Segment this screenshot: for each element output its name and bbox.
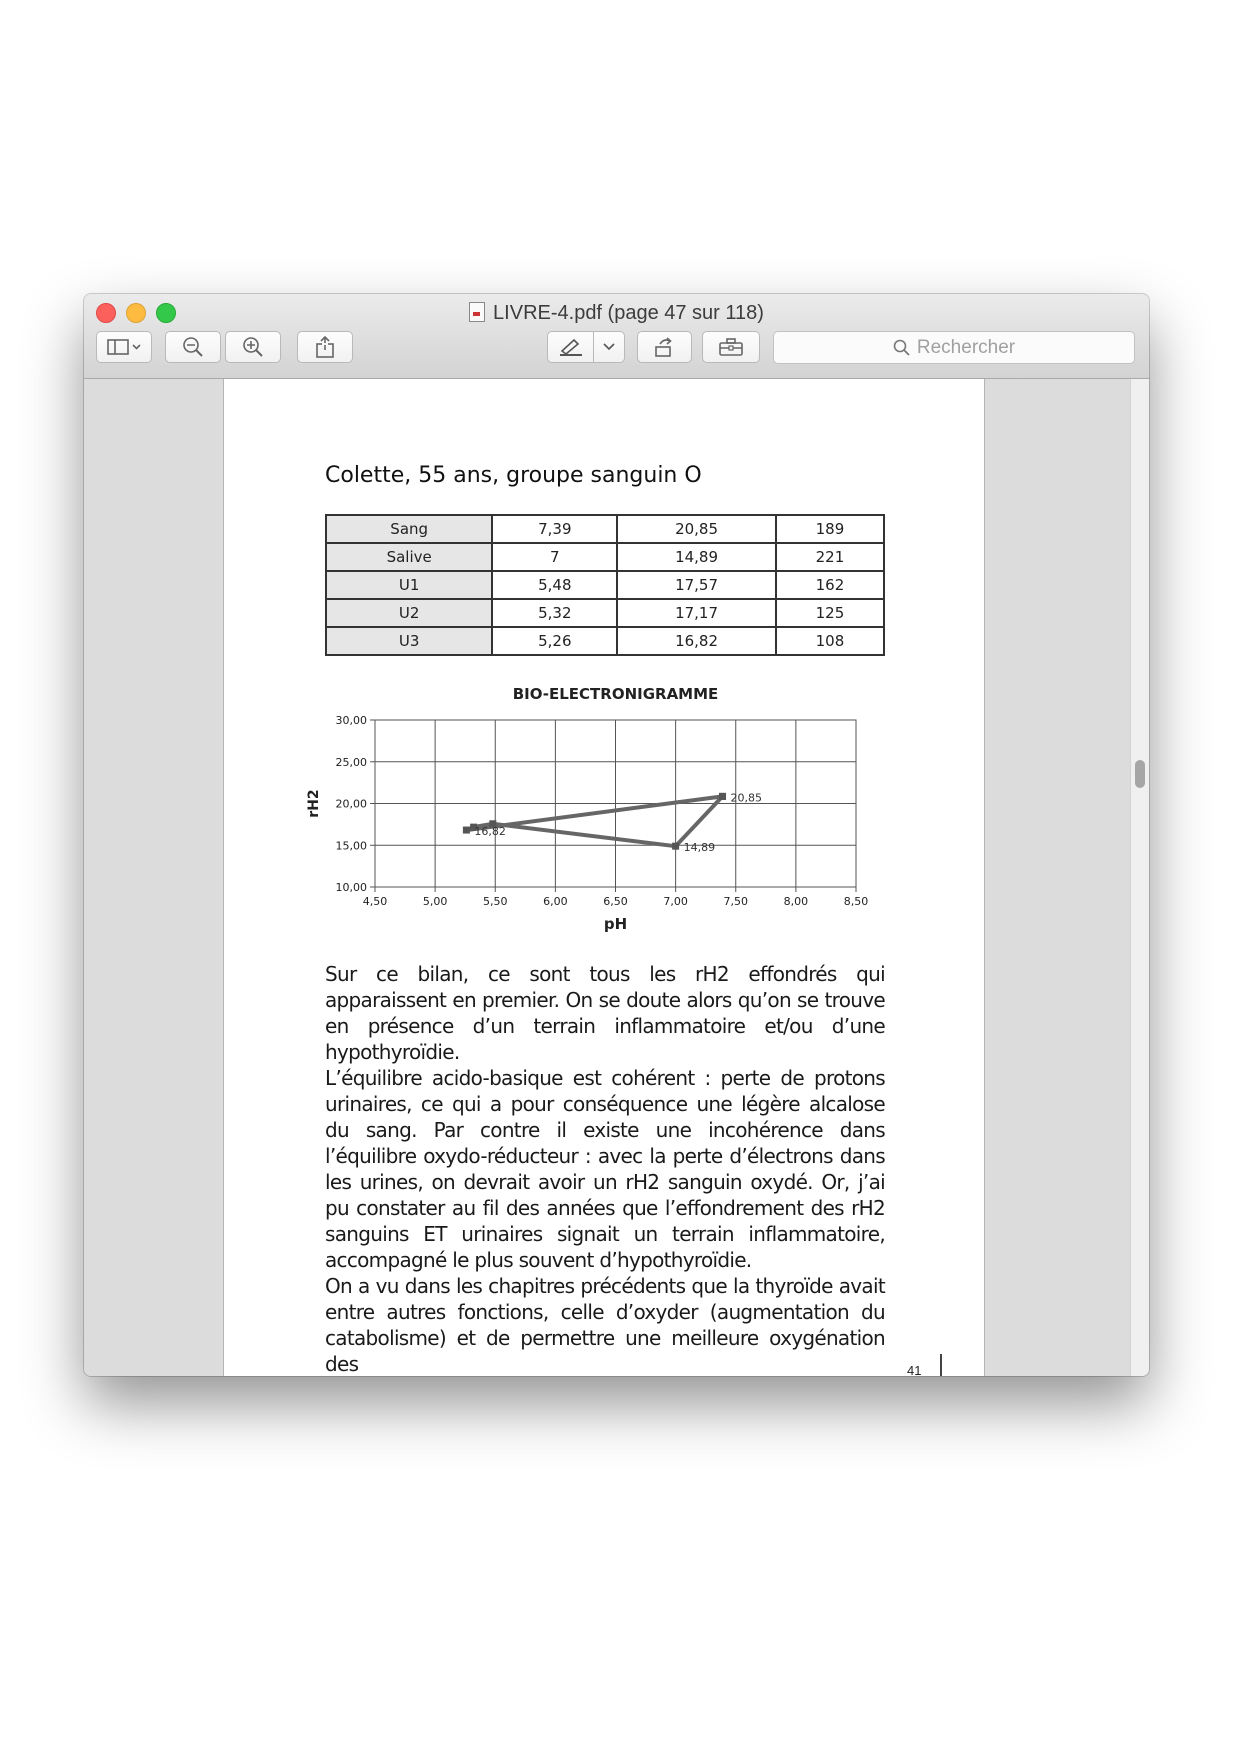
markup-menu-button[interactable] bbox=[593, 331, 625, 363]
markup-button[interactable] bbox=[547, 331, 594, 363]
data-point bbox=[672, 843, 679, 850]
x-tick-label: 7,50 bbox=[723, 895, 748, 908]
y-tick-label: 15,00 bbox=[335, 839, 367, 853]
y-tick-label: 30,00 bbox=[335, 714, 367, 727]
y-tick-label: 25,00 bbox=[335, 755, 367, 769]
window-title-text: LIVRE-4.pdf (page 47 sur 118) bbox=[493, 302, 764, 324]
page-margin-mark bbox=[940, 1354, 942, 1376]
table-cell: 17,57 bbox=[617, 571, 776, 599]
share-icon bbox=[315, 335, 335, 359]
toolbox-button[interactable] bbox=[702, 331, 760, 363]
preview-window bbox=[84, 294, 1149, 1376]
rotate-icon bbox=[653, 336, 677, 358]
x-tick-label: 8,00 bbox=[783, 895, 809, 908]
rotate-button[interactable] bbox=[637, 331, 692, 363]
x-tick-label: 6,50 bbox=[603, 895, 628, 908]
table-row bbox=[326, 627, 884, 655]
zoom-out-button[interactable] bbox=[165, 331, 221, 363]
zoom-in-icon bbox=[242, 336, 264, 358]
bio-electronigramme-chart bbox=[304, 664, 924, 949]
x-tick-label: 4,50 bbox=[362, 895, 388, 908]
x-tick-label: 6,00 bbox=[543, 895, 568, 908]
table-cell: 16,82 bbox=[617, 627, 776, 655]
table-row-label: U1 bbox=[326, 571, 492, 599]
x-tick-label: 8,50 bbox=[843, 895, 869, 908]
table-row bbox=[326, 571, 884, 599]
table-cell: 162 bbox=[776, 571, 884, 599]
table-cell: 189 bbox=[776, 515, 884, 543]
table-cell: 7,39 bbox=[492, 515, 617, 543]
y-tick-label: 10,00 bbox=[335, 881, 367, 894]
sidebar-icon bbox=[107, 339, 141, 355]
search-placeholder: Rechercher bbox=[916, 336, 1016, 358]
zoom-in-button[interactable] bbox=[225, 331, 281, 363]
table-row bbox=[326, 515, 884, 543]
table-cell: 5,26 bbox=[492, 627, 617, 655]
table-cell: 14,89 bbox=[617, 543, 776, 571]
table-row-label: Sang bbox=[326, 515, 492, 543]
paragraph-3: On a vu dans les chapitres précédents que la thyroïde avait entre autres fonctions, celle d’oxyder (augmentation du catabolisme) et de permettre une meilleure oxygénation des bbox=[325, 1274, 885, 1376]
window-title bbox=[84, 302, 1149, 325]
vertical-scrollbar[interactable] bbox=[1130, 379, 1149, 1376]
table-row bbox=[326, 599, 884, 627]
document-view[interactable] bbox=[84, 379, 1149, 1376]
table-cell: 108 bbox=[776, 627, 884, 655]
chevron-down-icon bbox=[603, 343, 615, 351]
y-tick-label: 20,00 bbox=[335, 797, 367, 811]
toolbox-icon bbox=[718, 337, 744, 357]
table-cell: 20,85 bbox=[617, 515, 776, 543]
x-tick-label: 5,50 bbox=[483, 895, 508, 908]
pdf-page bbox=[223, 379, 985, 1376]
share-button[interactable] bbox=[297, 331, 353, 363]
table-row bbox=[326, 543, 884, 571]
data-table bbox=[325, 514, 885, 656]
table-cell: 5,32 bbox=[492, 599, 617, 627]
zoom-out-icon bbox=[182, 336, 204, 358]
table-cell: 7 bbox=[492, 543, 617, 571]
data-point bbox=[463, 827, 470, 834]
scrollbar-thumb[interactable] bbox=[1135, 760, 1145, 788]
y-axis-label: rH2 bbox=[306, 789, 322, 818]
page-number: 41 bbox=[907, 1363, 922, 1376]
table-row-label: U2 bbox=[326, 599, 492, 627]
x-tick-label: 5,00 bbox=[422, 895, 448, 908]
chart-title: BIO-ELECTRONIGRAMME bbox=[512, 685, 719, 703]
data-label: 14,89 bbox=[683, 841, 716, 855]
table-cell: 221 bbox=[776, 543, 884, 571]
page-heading: Colette, 55 ans, groupe sanguin O bbox=[325, 463, 702, 488]
search-icon bbox=[893, 339, 911, 357]
data-label: 20,85 bbox=[730, 791, 763, 805]
markup-pen-icon bbox=[558, 337, 584, 357]
search-field[interactable] bbox=[773, 331, 1135, 364]
table-row-label: Salive bbox=[326, 543, 492, 571]
titlebar bbox=[84, 294, 1149, 379]
paragraph-1: Sur ce bilan, ce sont tous les rH2 effondrés qui apparaissent en premier. On se doute alors qu’on se trouve en présence d’un terrain inflammatoire et/ou d’une hypothyroïdie. bbox=[325, 962, 885, 1064]
data-point bbox=[719, 793, 726, 800]
paragraph-2: L’équilibre acido-basique est cohérent : perte de protons urinaires, ce qui a pour conséquence une légère alcalose du sang. Par contre il existe une incohérence dans l’équilibre oxydo-réducteur : avec la perte d’électrons dans les urines, on devrait avoir un rH2 sanguin oxydé. Or, j’ai pu constater au fil des années que l’effondrement des rH2 sanguins ET urinaires signait un terrain inflammatoire, accompagné le plus souvent d’hypothyroïdie. bbox=[325, 1066, 885, 1272]
table-cell: 125 bbox=[776, 599, 884, 627]
body-text bbox=[325, 961, 885, 1376]
table-cell: 5,48 bbox=[492, 571, 617, 599]
sidebar-button[interactable] bbox=[96, 331, 152, 363]
x-tick-label: 7,00 bbox=[663, 895, 688, 908]
table-cell: 17,17 bbox=[617, 599, 776, 627]
pdf-document-icon bbox=[469, 302, 485, 322]
table-row-label: U3 bbox=[326, 627, 492, 655]
data-label: 16,82 bbox=[474, 825, 506, 839]
x-axis-label: pH bbox=[603, 915, 628, 933]
